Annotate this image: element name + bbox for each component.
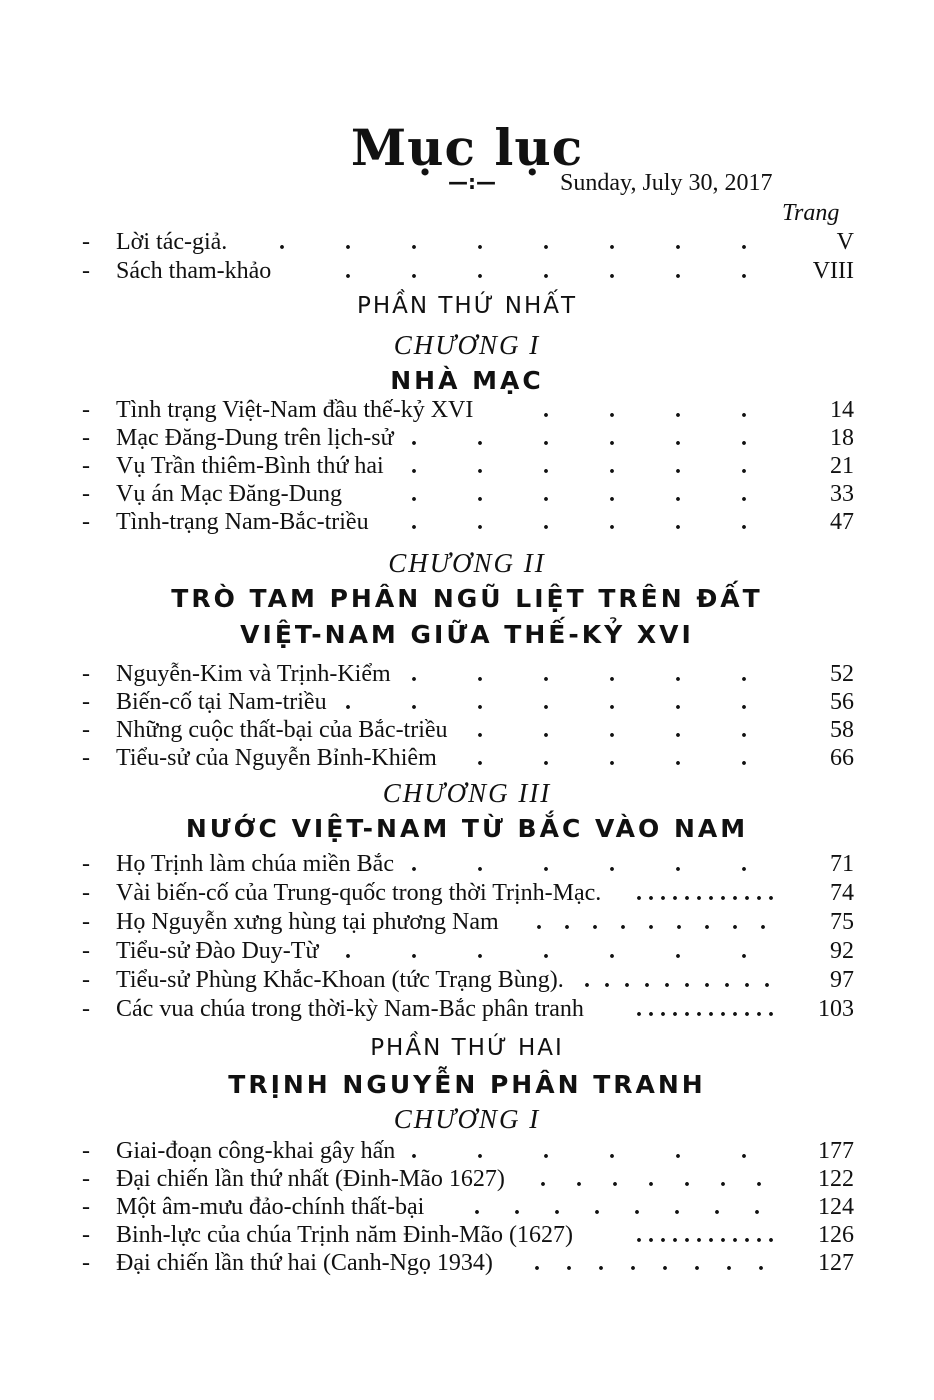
entry-leader: . . . . . . . . . . . .: [636, 880, 774, 906]
entry-leader: . . . . . . . .: [474, 1194, 774, 1220]
toc-entry[interactable]: [82, 850, 854, 878]
entry-page: 18: [830, 425, 854, 451]
entry-page: 66: [830, 745, 854, 771]
toc-entry[interactable]: [82, 424, 854, 452]
chapter-title: NHÀ MẠC: [390, 366, 544, 395]
entry-leader: . . . . . .: [411, 1138, 774, 1164]
title-subline: [0, 170, 934, 200]
entry-bullet: -: [82, 851, 90, 877]
toc-entry[interactable]: [82, 228, 854, 256]
entry-label: Các vua chúa trong thời-kỳ Nam-Bắc phân tranh: [116, 996, 584, 1022]
entry-page: 74: [830, 880, 854, 906]
entry-page: 47: [830, 509, 854, 535]
entry-bullet: -: [82, 689, 90, 715]
entry-page: 177: [818, 1138, 854, 1164]
entry-label: Vụ Trần thiêm-Bình thứ hai: [116, 453, 384, 479]
entry-page: 58: [830, 717, 854, 743]
entry-leader: . . . . . .: [411, 509, 774, 535]
toc-entry[interactable]: [82, 257, 854, 285]
entry-bullet: -: [82, 967, 90, 993]
entry-page: 21: [830, 453, 854, 479]
entry-bullet: -: [82, 1250, 90, 1276]
entry-leader: . . . .: [543, 397, 774, 423]
entry-label: Biến-cố tại Nam-triều: [116, 689, 327, 715]
toc-entry[interactable]: [82, 396, 854, 424]
toc-entry[interactable]: [82, 688, 854, 716]
entry-bullet: -: [82, 453, 90, 479]
toc-entry[interactable]: [82, 744, 854, 772]
entry-page: 56: [830, 689, 854, 715]
entry-leader: . . . . . . . . .: [536, 909, 774, 935]
entry-page: 97: [830, 967, 854, 993]
entry-leader: . . . . . . .: [345, 938, 774, 964]
toc-entry[interactable]: [82, 1137, 854, 1165]
part-heading: PHẦN THỨ NHẤT: [356, 293, 578, 319]
entry-leader: . . . . . .: [411, 453, 774, 479]
entry-page: 75: [830, 909, 854, 935]
toc-entry[interactable]: [82, 1221, 854, 1249]
entry-label: Tiểu-sử Phùng Khắc-Khoan (tức Trạng Bùng).: [116, 967, 564, 993]
entry-page: 122: [818, 1166, 854, 1192]
title-separator: —:—: [448, 170, 496, 194]
toc-entry[interactable]: [82, 937, 854, 965]
entry-label: Một âm-mưu đảo-chính thất-bại: [116, 1194, 425, 1220]
chapter-label: CHƯƠNG I: [393, 1104, 541, 1134]
entry-leader: . . . . . . .: [540, 1166, 774, 1192]
entry-label: Mạc Đăng-Dung trên lịch-sử: [116, 425, 394, 451]
entry-label: Lời tác-giả.: [116, 229, 228, 255]
toc-entry[interactable]: [82, 995, 854, 1023]
entry-leader: . . . . . . . . . .: [584, 967, 774, 993]
entry-bullet: -: [82, 880, 90, 906]
entry-bullet: -: [82, 938, 90, 964]
chapter-title: TRÒ TAM PHÂN NGŨ LIỆT TRÊN ĐẤT: [171, 584, 763, 613]
entry-bullet: -: [82, 258, 90, 284]
toc-entry[interactable]: [82, 660, 854, 688]
entry-page: 52: [830, 661, 854, 687]
entry-page: V: [836, 229, 854, 255]
entry-bullet: -: [82, 996, 90, 1022]
entry-bullet: -: [82, 1166, 90, 1192]
date-stamp: Sunday, July 30, 2017: [560, 170, 773, 196]
toc-entry[interactable]: [82, 879, 854, 907]
entry-bullet: -: [82, 229, 90, 255]
entry-label: Những cuộc thất-bại của Bắc-triều: [116, 717, 448, 743]
entry-label: Họ Trịnh làm chúa miền Bắc: [116, 851, 394, 877]
entry-bullet: -: [82, 481, 90, 507]
entry-leader: . . . . . . . . . . . .: [636, 1222, 774, 1248]
entry-label: Sách tham-khảo: [116, 258, 272, 284]
entry-leader: . . . . . . . . . . . .: [636, 996, 774, 1022]
entry-bullet: -: [82, 1194, 90, 1220]
entry-label: Tiểu-sử Đào Duy-Từ: [116, 938, 319, 964]
entry-page: 126: [818, 1222, 854, 1248]
toc-entry[interactable]: [82, 1193, 854, 1221]
entry-bullet: -: [82, 1222, 90, 1248]
entry-label: Tình-trạng Nam-Bắc-triều: [116, 509, 369, 535]
toc-entry[interactable]: [82, 508, 854, 536]
entry-page: VIII: [812, 258, 854, 284]
entry-label: Đại chiến lần thứ hai (Canh-Ngọ 1934): [116, 1250, 493, 1276]
chapter-title: TRỊNH NGUYỄN PHÂN TRANH: [228, 1070, 706, 1099]
entry-label: Vài biến-cố của Trung-quốc trong thời Trịnh-Mạc.: [116, 880, 602, 906]
entry-page: 127: [818, 1250, 854, 1276]
entry-bullet: -: [82, 909, 90, 935]
entry-leader: . . . . . . .: [345, 258, 774, 284]
part-heading: PHẦN THỨ HAI: [370, 1035, 564, 1061]
chapter-label: CHƯƠNG I: [393, 330, 541, 360]
entry-page: 124: [818, 1194, 854, 1220]
toc-entry[interactable]: [82, 908, 854, 936]
chapter-title: VIỆT-NAM GIỮA THẾ-KỶ XVI: [240, 620, 694, 649]
entry-label: Họ Nguyễn xưng hùng tại phương Nam: [116, 909, 499, 935]
entry-label: Tiểu-sử của Nguyễn Bỉnh-Khiêm: [116, 745, 437, 771]
entry-leader: . . . . .: [477, 745, 774, 771]
page-title: Mục lục: [350, 118, 584, 177]
entry-leader: . . . . . .: [411, 851, 774, 877]
entry-label: Vụ án Mạc Đăng-Dung: [116, 481, 342, 507]
chapter-label: CHƯƠNG II: [388, 548, 546, 578]
entry-bullet: -: [82, 717, 90, 743]
entry-leader: . . . . . . .: [345, 689, 774, 715]
entry-label: Tình trạng Việt-Nam đầu thế-kỷ XVI: [116, 397, 474, 423]
chapter-label: CHƯƠNG III: [382, 778, 552, 808]
entry-leader: . . . . . . . .: [534, 1250, 774, 1276]
entry-leader: . . . . . . . .: [279, 229, 774, 255]
toc-entry[interactable]: [82, 1249, 854, 1277]
toc-entry[interactable]: [82, 716, 854, 744]
entry-label: Nguyễn-Kim và Trịnh-Kiểm: [116, 661, 391, 687]
entry-leader: . . . . . .: [411, 481, 774, 507]
toc-entry[interactable]: [82, 452, 854, 480]
entry-leader: . . . . . .: [411, 661, 774, 687]
entry-bullet: -: [82, 745, 90, 771]
entry-bullet: -: [82, 425, 90, 451]
entry-leader: . . . . .: [477, 717, 774, 743]
entry-label: Giai-đoạn công-khai gây hấn: [116, 1138, 396, 1164]
toc-entry[interactable]: [82, 480, 854, 508]
entry-label: Binh-lực của chúa Trịnh năm Đinh-Mão (1627): [116, 1222, 573, 1248]
entry-bullet: -: [82, 1138, 90, 1164]
toc-entry[interactable]: [82, 1165, 854, 1193]
entry-bullet: -: [82, 397, 90, 423]
toc-entry[interactable]: [82, 966, 854, 994]
entry-page: 103: [818, 996, 854, 1022]
entry-label: Đại chiến lần thứ nhất (Đinh-Mão 1627): [116, 1166, 505, 1192]
entry-bullet: -: [82, 509, 90, 535]
entry-bullet: -: [82, 661, 90, 687]
page-column-header: Trang: [782, 200, 840, 226]
entry-page: 33: [830, 481, 854, 507]
entry-leader: . . . . . .: [411, 425, 774, 451]
entry-page: 92: [830, 938, 854, 964]
entry-page: 71: [830, 851, 854, 877]
entry-page: 14: [830, 397, 854, 423]
chapter-title: NƯỚC VIỆT-NAM TỪ BẮC VÀO NAM: [185, 814, 749, 843]
